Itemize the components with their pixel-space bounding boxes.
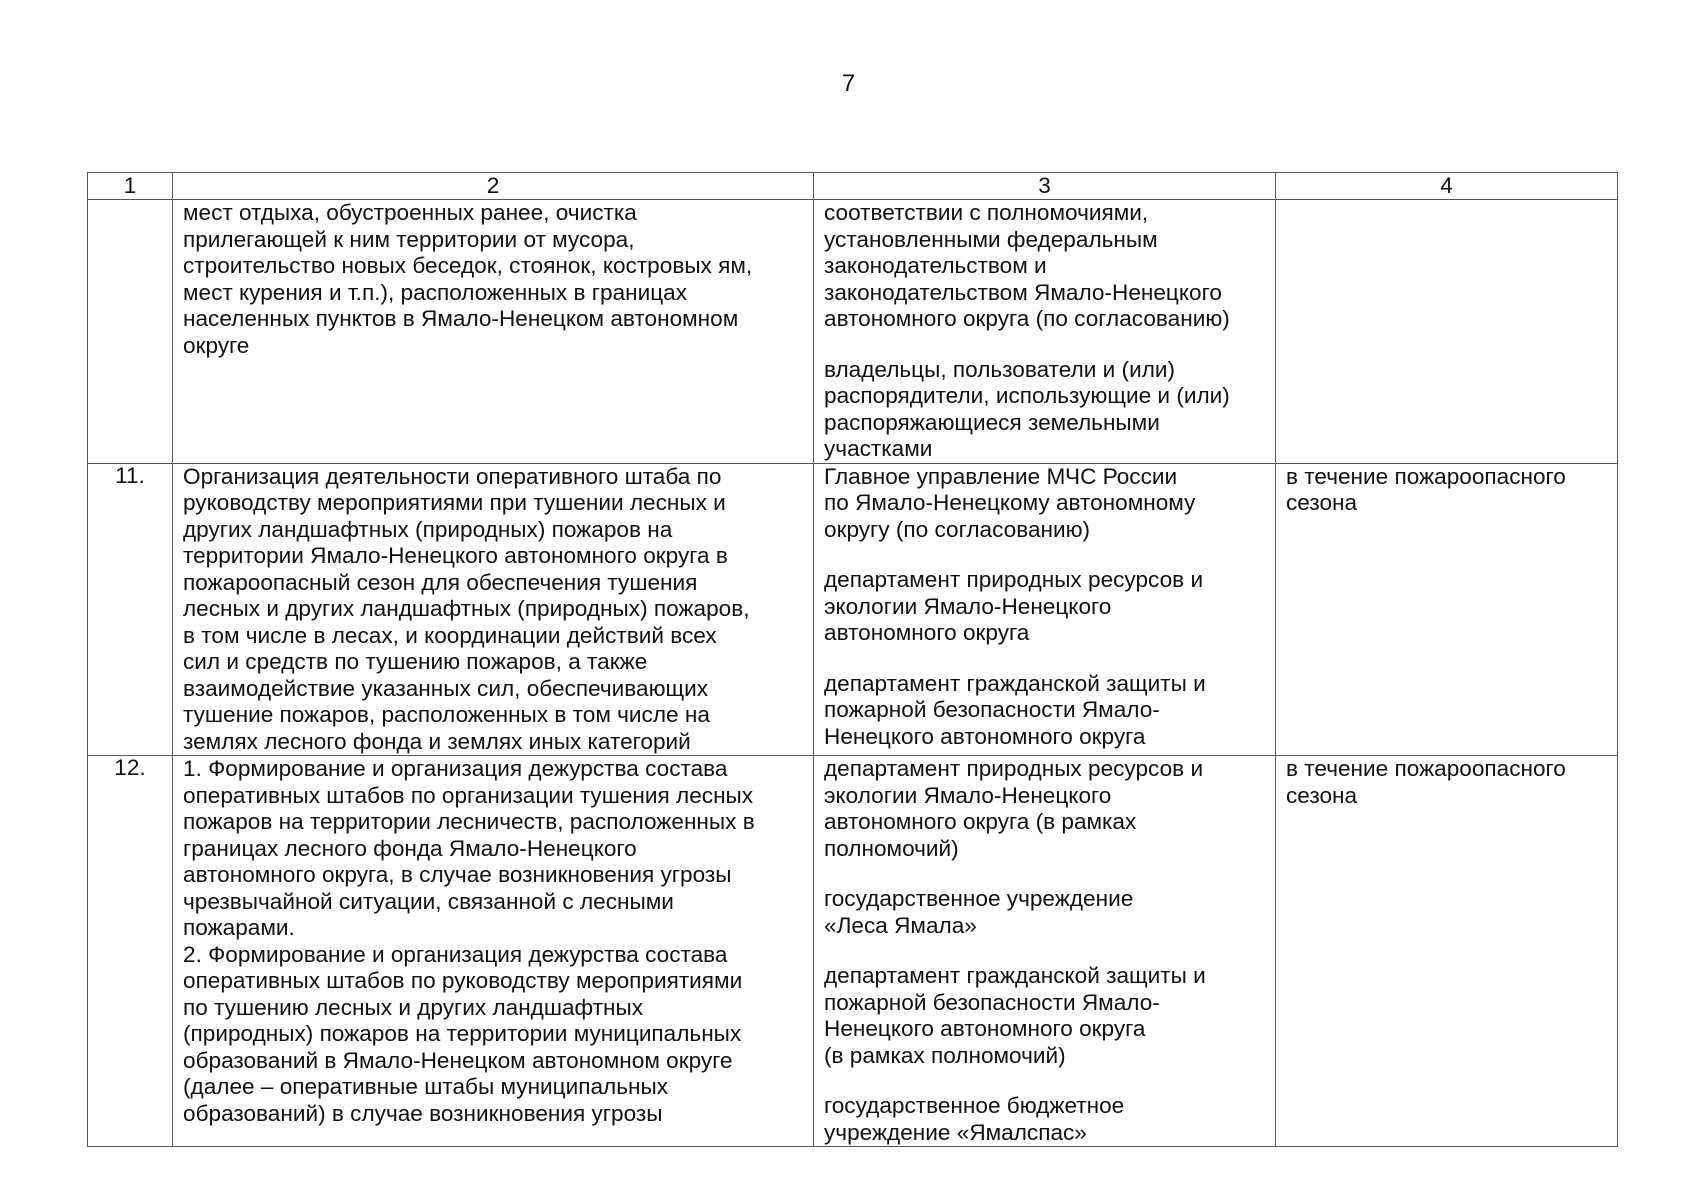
executor-text: департамент гражданской защиты и пожарной безопасности Ямало- Ненецкого автономного округа xyxy=(824,670,1206,749)
activity-cell xyxy=(173,463,814,756)
row-number xyxy=(88,200,173,464)
executor-text: департамент природных ресурсов и экологии Ямало-Ненецкого автономного округа xyxy=(824,567,1204,645)
executor-text: соответствии с полномочиями, установленными федеральным законодательством и законодательством Ямало-Ненецкого автономного округа (по согласованию) xyxy=(824,200,1230,331)
row-number: 12. xyxy=(88,756,173,1147)
table-row xyxy=(88,756,1618,1147)
plan-table xyxy=(87,172,1618,1147)
deadline-text: в течение пожароопасного сезона xyxy=(1286,756,1566,808)
column-header-executors: 3 xyxy=(814,173,1276,200)
executors-cell xyxy=(814,200,1276,464)
activity-cell xyxy=(173,200,814,464)
page-number: 7 xyxy=(841,70,856,97)
table-header-row xyxy=(88,173,1618,200)
executor-text: Главное управление МЧС России по Ямало-Ненецкому автономному округу (по согласованию) xyxy=(824,463,1196,542)
column-header-activity: 2 xyxy=(173,173,814,200)
executors-cell xyxy=(814,756,1276,1147)
activity-text: Организация деятельности оперативного штаба по руководству мероприятиями при тушении лесных и других ландшафтных (природных) пожаров на территории Ямало-Ненецкого автономного округа в пожароопасный сезон для обеспечения тушения лесных и других ландшафтных (природных) пожаров, в том числе в лесах, и координации действий всех сил и средств по тушению пожаров, а также взаимодействие указанных сил, обеспечивающих тушение пожаров, расположенных в том числе на землях лесного фонда и землях иных категорий xyxy=(183,463,750,754)
activity-cell xyxy=(173,756,814,1147)
executor-text: государственное учреждение «Леса Ямала» xyxy=(824,886,1134,938)
activity-text: мест отдыха, обустроенных ранее, очистка прилегающей к ним территории от мусора, строительство новых беседок, стоянок, костровых ям, мест курения и т.п.), расположенных в границах населенных пунктов в Ямало-Ненецком автономном округе xyxy=(183,200,753,358)
deadline-cell xyxy=(1276,756,1618,1147)
table-row xyxy=(88,463,1618,756)
deadline-cell xyxy=(1276,463,1618,756)
executor-text: департамент гражданской защиты и пожарной безопасности Ямало- Ненецкого автономного округа (в рамках полномочий) xyxy=(824,963,1206,1068)
executor-text: департамент природных ресурсов и экологии Ямало-Ненецкого автономного округа (в рамках полномочий) xyxy=(824,756,1204,861)
row-number: 11. xyxy=(88,463,173,756)
activity-text: 1. Формирование и организация дежурства состава оперативных штабов по организации тушения лесных пожаров на территории лесничеств, расположенных в границах лесного фонда Ямало-Ненецкого автономного округа, в случае возникновения угрозы чрезвычайной ситуации, связанной с лесными пожарами. 2. Формирование и организация дежурства состава оперативных штабов по руководству мероприятиями по тушению лесных и других ландшафтных (природных) пожаров на территории муниципальных образований в Ямало-Ненецком автономном округе (далее – оперативные штабы муниципальных образований) в случае возникновения угрозы xyxy=(183,756,755,1126)
executor-text: владельцы, пользователи и (или) распорядители, использующие и (или) распоряжающиеся земельными участками xyxy=(824,356,1230,461)
table-row xyxy=(88,200,1618,464)
deadline-cell xyxy=(1276,200,1618,464)
executors-cell xyxy=(814,463,1276,756)
deadline-text: в течение пожароопасного сезона xyxy=(1286,463,1566,515)
column-header-number: 1 xyxy=(88,173,173,200)
column-header-deadline: 4 xyxy=(1276,173,1618,200)
executor-text: государственное бюджетное учреждение «Ямалспас» xyxy=(824,1093,1125,1145)
